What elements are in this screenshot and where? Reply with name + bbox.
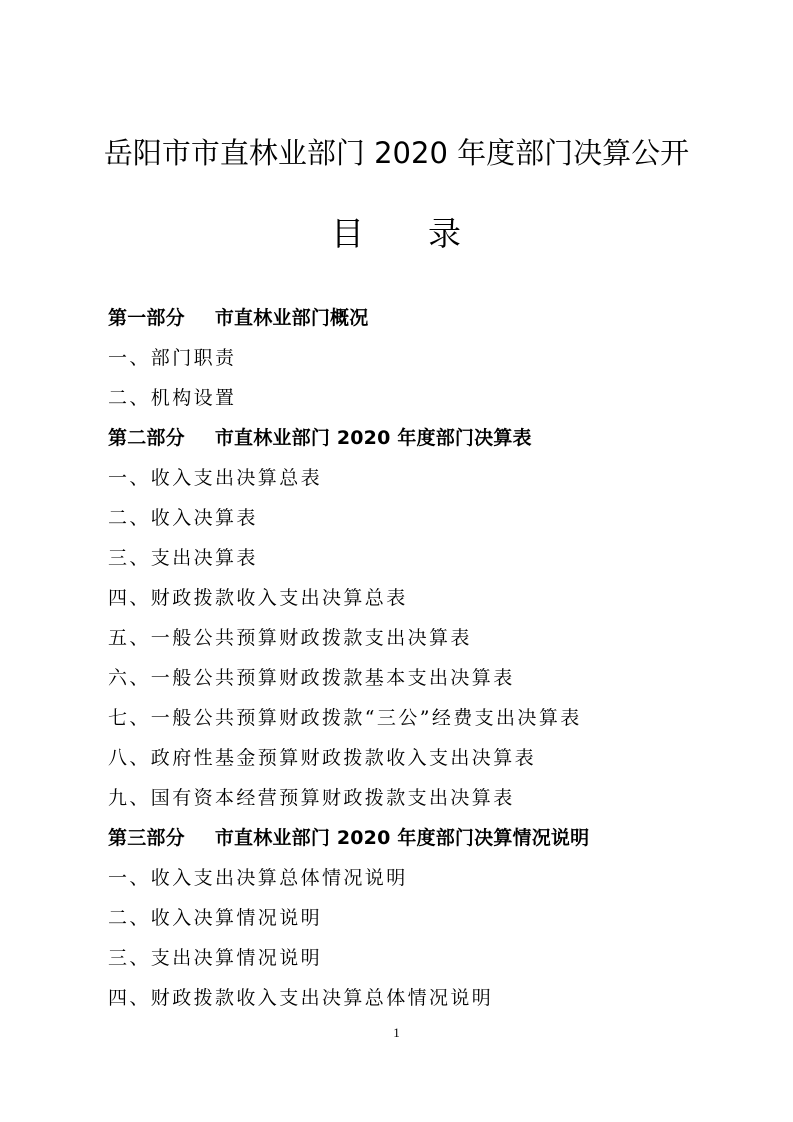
toc-item[interactable]: 一、收入支出决算总体情况说明 (108, 867, 408, 889)
toc-item[interactable]: 四、财政拨款收入支出决算总表 (108, 587, 408, 609)
toc-item[interactable]: 一、部门职责 (108, 347, 237, 369)
toc-part-1[interactable] (108, 298, 748, 338)
toc-part-3[interactable] (108, 818, 748, 858)
toc-item[interactable]: 八、政府性基金预算财政拨款收入支出决算表 (108, 747, 537, 769)
toc-item[interactable]: 二、机构设置 (108, 387, 237, 409)
toc-item[interactable]: 二、收入决算表 (108, 507, 258, 529)
document-title: 岳阳市市直林业部门 2020 年度部门决算公开 (103, 136, 690, 170)
page-number: 1 (393, 1025, 400, 1040)
toc-item[interactable]: 三、支出决算情况说明 (108, 947, 323, 969)
toc-part-1-label: 第一部分 (108, 307, 185, 329)
toc-heading-char-1: 目 (331, 214, 364, 253)
toc-item[interactable]: 一、收入支出决算总表 (108, 467, 323, 489)
toc-item[interactable]: 六、一般公共预算财政拨款基本支出决算表 (108, 667, 515, 689)
toc-heading-char-2: 录 (428, 214, 461, 253)
toc-part-2[interactable] (108, 418, 748, 458)
table-of-contents (108, 298, 748, 1018)
toc-heading (0, 210, 793, 258)
toc-part-2-label: 第二部分 (108, 427, 185, 449)
toc-item[interactable]: 九、国有资本经营预算财政拨款支出决算表 (108, 787, 515, 809)
toc-part-3-title: 市直林业部门 2020 年度部门决算情况说明 (214, 827, 590, 849)
toc-part-3-label: 第三部分 (108, 827, 185, 849)
toc-item[interactable]: 七、一般公共预算财政拨款“三公”经费支出决算表 (108, 707, 582, 729)
toc-item[interactable]: 三、支出决算表 (108, 547, 258, 569)
toc-item[interactable]: 四、财政拨款收入支出决算总体情况说明 (108, 987, 494, 1009)
toc-part-1-title: 市直林业部门概况 (214, 307, 369, 329)
toc-part-2-title: 市直林业部门 2020 年度部门决算表 (214, 427, 532, 449)
toc-item[interactable]: 二、收入决算情况说明 (108, 907, 323, 929)
toc-item[interactable]: 五、一般公共预算财政拨款支出决算表 (108, 627, 472, 649)
